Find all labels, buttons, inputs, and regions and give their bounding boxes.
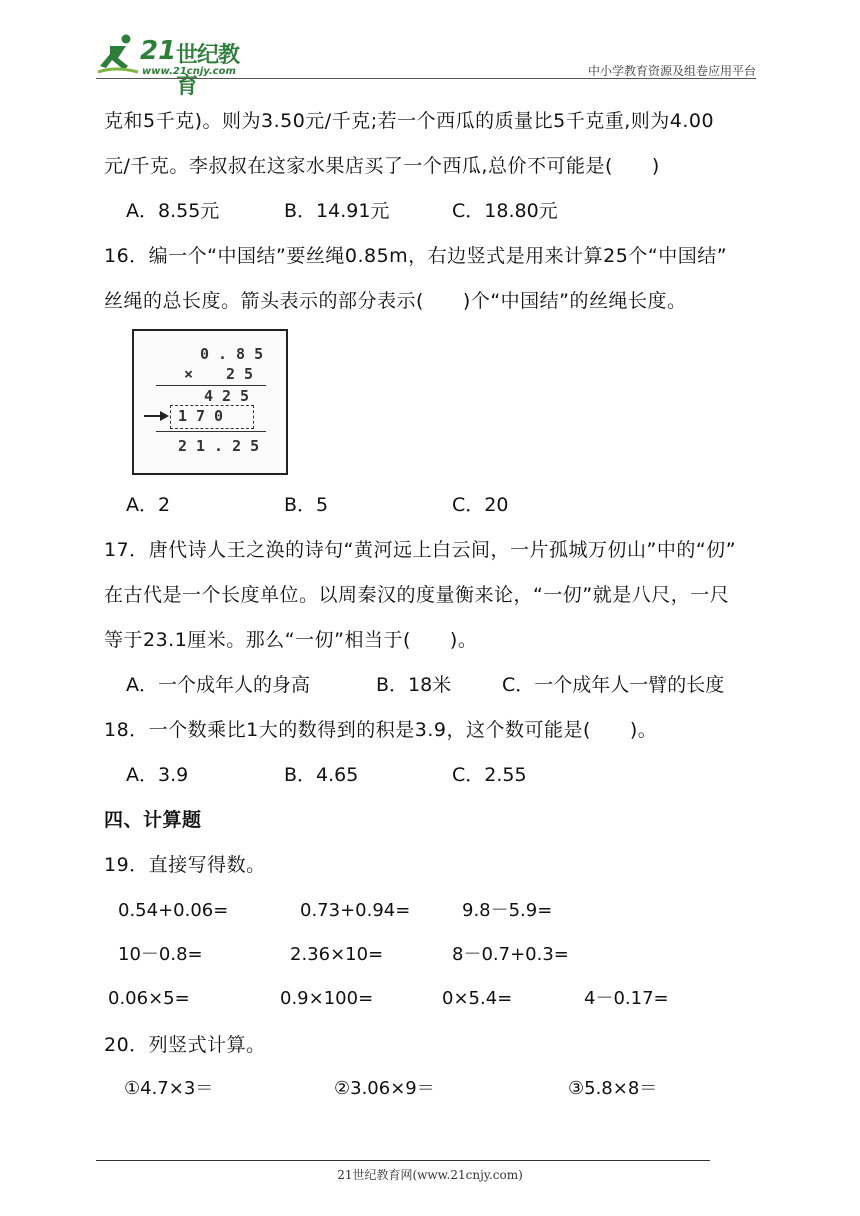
platform-name: 中小学教育资源及组卷应用平台: [587, 64, 756, 78]
fig-partial-2: 170: [178, 407, 233, 425]
q19-r2-item3: 8－0.7+0.3=: [452, 944, 569, 965]
q16-option-b: B．5: [284, 494, 329, 516]
q17-line1: 17．唐代诗人王之涣的诗句“黄河远上白云间，一片孤城万仞山”中的“仞”: [104, 539, 737, 561]
fig-partial-1: 425: [204, 387, 259, 405]
q17-option-b: B．18米: [376, 674, 452, 696]
q18-option-a: A．3.9: [126, 764, 189, 786]
fig-product: 21.25: [178, 437, 269, 455]
q19-r1-item3: 9.8－5.9=: [462, 900, 553, 921]
arrow-icon: [144, 409, 170, 423]
q18-line1: 18．一个数乘比1大的数得到的积是3.9，这个数可能是( )。: [104, 719, 658, 741]
q19-r1-item2: 0.73+0.94=: [300, 900, 411, 921]
q17-line2: 在古代是一个长度单位。以周秦汉的度量衡来论，“一仞”就是八尺，一尺: [104, 584, 730, 606]
q19-r3-item4: 4－0.17=: [584, 988, 669, 1009]
logo-text: 世纪教育: [176, 43, 240, 99]
q16-line1: 16．编一个“中国结”要丝绳0.85m，右边竖式是用来计算25个“中国结”: [104, 245, 728, 267]
section-title: 四、计算题: [104, 809, 202, 831]
footer-divider: [96, 1160, 710, 1161]
q16-option-a: A．2: [126, 494, 171, 516]
q16-option-c: C．20: [452, 494, 509, 516]
fig-multiplier: 25: [226, 365, 263, 383]
q19-r1-item1: 0.54+0.06=: [118, 900, 229, 921]
q20-item3: ③5.8×8＝: [568, 1078, 658, 1099]
q17-line3: 等于23.1厘米。那么“一仞”相当于( )。: [104, 629, 478, 651]
logo-url: www.21cnjy.com: [142, 66, 236, 77]
fig-multiplicand: 0.85: [200, 345, 273, 363]
fig-rule-1: [156, 385, 266, 386]
q16-line2: 丝绳的总长度。箭头表示的部分表示( )个“中国结”的丝绳长度。: [104, 290, 687, 312]
q15-option-b: B．14.91元: [284, 200, 390, 222]
q20-item1: ①4.7×3＝: [124, 1078, 214, 1099]
q15-line2: 元/千克。李叔叔在这家水果店买了一个西瓜,总价不可能是( ): [104, 155, 660, 177]
runner-logo-icon: [96, 32, 140, 76]
logo-number: 21: [140, 36, 177, 66]
site-logo: [96, 30, 256, 99]
q18-option-b: B．4.65: [284, 764, 359, 786]
q18-option-c: C．2.55: [452, 764, 527, 786]
q15-line1: 克和5千克)。则为3.50元/千克;若一个西瓜的质量比5千克重,则为4.00: [104, 110, 715, 132]
header-divider: [96, 78, 756, 79]
vertical-multiplication-figure: [132, 329, 288, 475]
q17-option-a: A．一个成年人的身高: [126, 674, 310, 696]
q19-r3-item1: 0.06×5=: [108, 988, 190, 1009]
q15-option-c: C．18.80元: [452, 200, 558, 222]
q19-title: 19．直接写得数。: [104, 854, 266, 876]
q20-title: 20．列竖式计算。: [104, 1034, 266, 1056]
footer-text: 21世纪教育网(www.21cnjy.com): [337, 1168, 523, 1182]
q20-item2: ②3.06×9＝: [334, 1078, 435, 1099]
q19-r3-item3: 0×5.4=: [442, 988, 513, 1009]
q15-option-a: A．8.55元: [126, 200, 220, 222]
fig-times-sign: ×: [184, 365, 203, 383]
q17-option-c: C．一个成年人一臂的长度: [502, 674, 725, 696]
q19-r2-item1: 10－0.8=: [118, 944, 203, 965]
q19-r3-item2: 0.9×100=: [280, 988, 374, 1009]
q19-r2-item2: 2.36×10=: [290, 944, 384, 965]
fig-rule-2: [156, 431, 266, 432]
